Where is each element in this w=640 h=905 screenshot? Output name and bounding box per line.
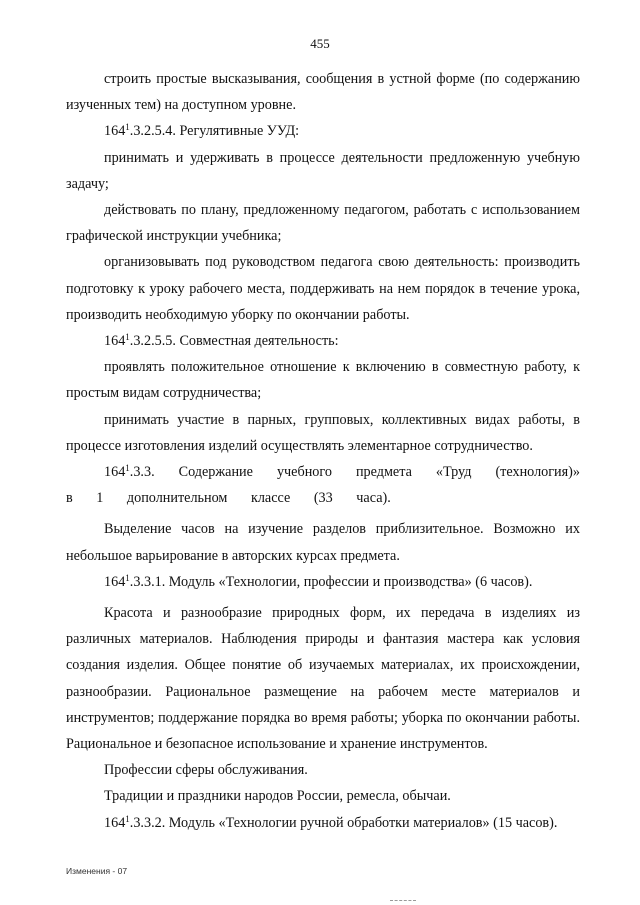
paragraph-traditions: Традиции и праздники народов России, ремесла, обычаи.	[104, 788, 451, 805]
paragraph-communication: строить простые высказывания, сообщения в устной форме (по содержанию изученных тем) на доступном уровне.	[66, 71, 580, 114]
scan-artifact	[390, 900, 416, 902]
paragraph-hours-allocation: Выделение часов на изучение разделов приблизительное. Возможно их небольшое варьирование в авторских курсах предмета.	[66, 521, 580, 564]
paragraph-service-professions: Профессии сферы обслуживания.	[104, 762, 308, 779]
document-body	[66, 66, 580, 836]
page-number: 455	[310, 36, 330, 51]
heading-subject-content: $164^1.3.3$. Содержание учебного предмета «Труд (технология)» в 1 дополнительном классе (33 часа).	[66, 463, 580, 507]
paragraph-organize-activity: организовывать под руководством педагога свою деятельность: производить подготовку к уроку рабочего места, поддерживать на нем порядок в течение урока, производить необходимую уборку по окончании работы.	[66, 254, 580, 323]
paragraph-act-by-plan: действовать по плану, предложенному педагогом, работать с использованием графической инструкции учебника;	[66, 202, 580, 245]
heading-regulatory-uud: $164^1.3.2.5.4$. Регулятивные УУД:	[104, 122, 300, 140]
heading-module-manual-processing: $164^1.3.3.2$. Модуль «Технологии ручной обработки материалов» (15 часов).	[104, 813, 558, 831]
heading-module-technologies-professions: $164^1.3.3.1$. Модуль «Технологии, профессии и производства» (6 часов).	[104, 572, 533, 590]
footer-revision-note: Изменения - 07	[66, 866, 128, 876]
paragraph-participate: принимать участие в парных, групповых, коллективных видах работы, в процессе изготовления изделий осуществлять элементарное сотрудничество.	[66, 411, 580, 454]
paragraph-positive-attitude: проявлять положительное отношение к включению в совместную работу, к простым видам сотрудничества;	[66, 359, 580, 402]
paragraph-beauty-nature: Красота и разнообразие природных форм, их передача в изделиях из различных материалов. Наблюдения природы и фантазия мастера как условия создания изделия. Общее понятие об изучаемых материалах, их происхождении, разнообразии. Рациональное размещение на рабочем месте материалов и инструментов; поддержание порядка во время работы; уборка по окончании работы. Рациональное и безопасное использование и хранение инструментов.	[66, 605, 580, 753]
paragraph-accept-task: принимать и удерживать в процессе деятельности предложенную учебную задачу;	[66, 149, 580, 192]
heading-joint-activity: $164^1.3.2.5.5$. Совместная деятельность:	[104, 332, 339, 350]
